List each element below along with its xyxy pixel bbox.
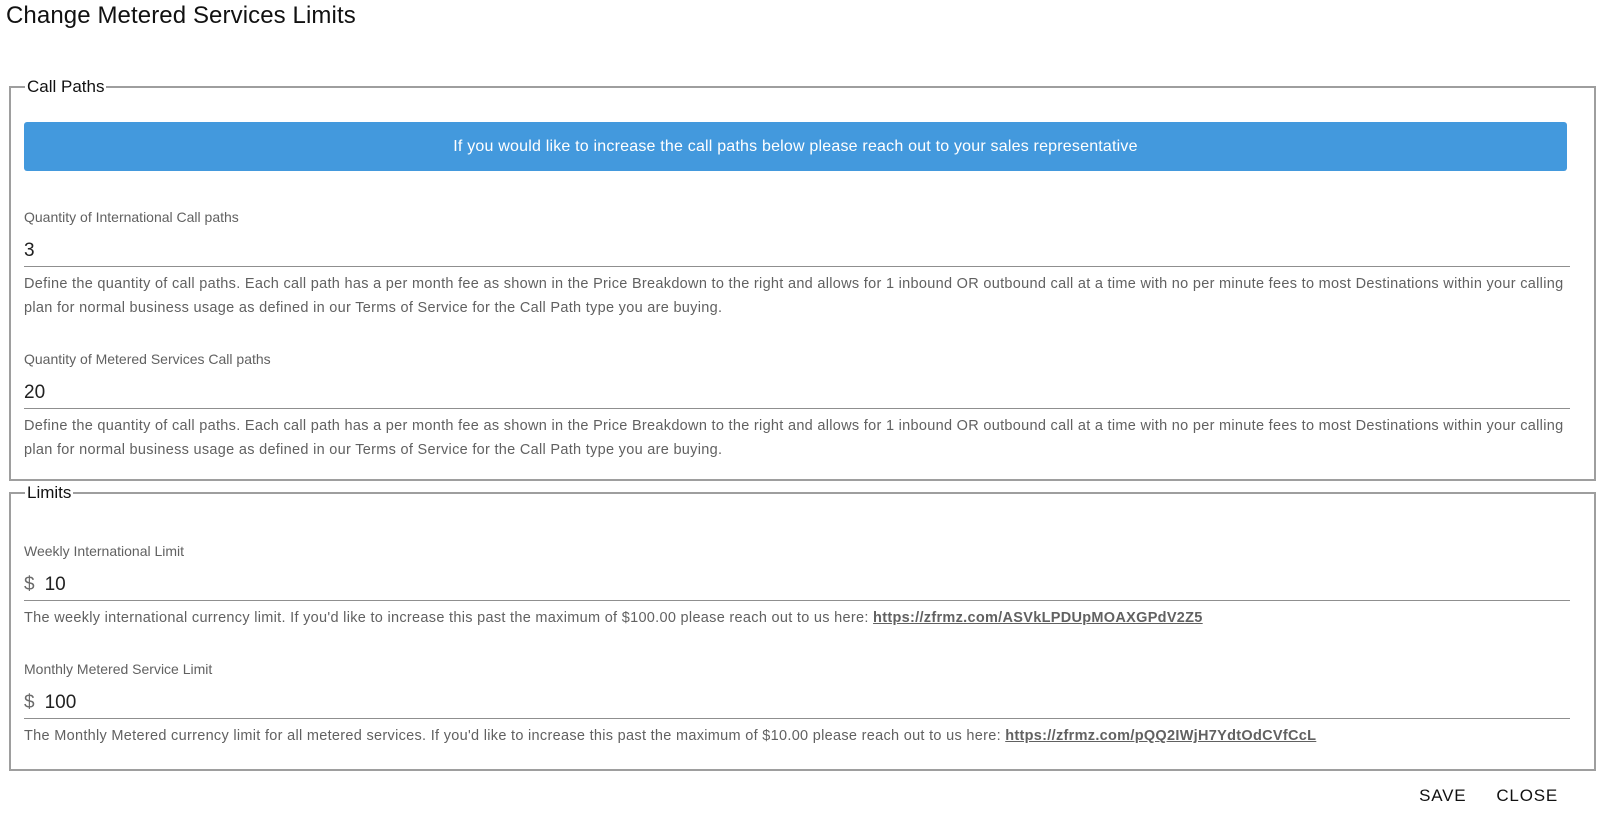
monthly-metered-limit-input[interactable] [45, 690, 1570, 716]
metered-call-paths-input-row [24, 378, 1570, 409]
close-button[interactable]: CLOSE [1488, 782, 1566, 810]
weekly-limit-request-link[interactable]: https://zfrmz.com/ASVkLPDUpMOAXGPdV2Z5 [873, 610, 1203, 626]
call-paths-info-banner [24, 122, 1567, 171]
international-call-paths-field [24, 208, 1570, 320]
metered-call-paths-field [24, 350, 1570, 462]
dollar-prefix: $ [24, 574, 35, 595]
info-banner-text: If you would like to increase the call paths below please reach out to your sales representative [453, 137, 1138, 155]
call-paths-fieldset [9, 78, 1596, 481]
dollar-prefix: $ [24, 692, 35, 713]
weekly-international-limit-input[interactable] [45, 572, 1570, 598]
monthly-metered-limit-input-row [24, 688, 1570, 719]
weekly-international-limit-label: Weekly International Limit [24, 543, 185, 559]
monthly-metered-limit-help [24, 724, 1570, 748]
dialog-actions [1411, 782, 1566, 810]
metered-call-paths-input[interactable] [24, 380, 1570, 406]
metered-call-paths-label: Quantity of Metered Services Call paths [24, 351, 271, 367]
monthly-metered-limit-label: Monthly Metered Service Limit [24, 661, 213, 677]
limits-legend: Limits [27, 483, 72, 502]
international-call-paths-input-row [24, 236, 1570, 267]
weekly-international-limit-field [24, 542, 1570, 630]
weekly-help-text: The weekly international currency limit. If you'd like to increase this past the maximum of $100.00 please reach out to us here: [24, 610, 874, 626]
monthly-metered-limit-field [24, 660, 1570, 748]
weekly-international-limit-help [24, 606, 1570, 630]
weekly-international-limit-input-row [24, 570, 1570, 601]
international-call-paths-label: Quantity of International Call paths [24, 209, 239, 225]
metered-call-paths-help: Define the quantity of call paths. Each call path has a per month fee as shown in the Price Breakdown to the right and allows for 1 inbound OR outbound call at a time with no per minute fees to most Destinations within your calling plan for normal business usage as defined in our Terms of Service for the Call Path type you are buying. [24, 418, 1564, 458]
call-paths-legend: Call Paths [27, 77, 105, 96]
limits-fieldset [9, 484, 1596, 771]
international-call-paths-help: Define the quantity of call paths. Each call path has a per month fee as shown in the Price Breakdown to the right and allows for 1 inbound OR outbound call at a time with no per minute fees to most Destinations within your calling plan for normal business usage as defined in our Terms of Service for the Call Path type you are buying. [24, 276, 1564, 316]
dialog-title: Change Metered Services Limits [6, 2, 356, 29]
save-button[interactable]: SAVE [1411, 782, 1474, 810]
international-call-paths-input[interactable] [24, 238, 1570, 264]
monthly-help-text: The Monthly Metered currency limit for all metered services. If you'd like to increase this past the maximum of $10.00 please reach out to us here: [24, 728, 1006, 744]
monthly-limit-request-link[interactable]: https://zfrmz.com/pQQ2IWjH7YdtOdCVfCcL [1005, 728, 1317, 744]
